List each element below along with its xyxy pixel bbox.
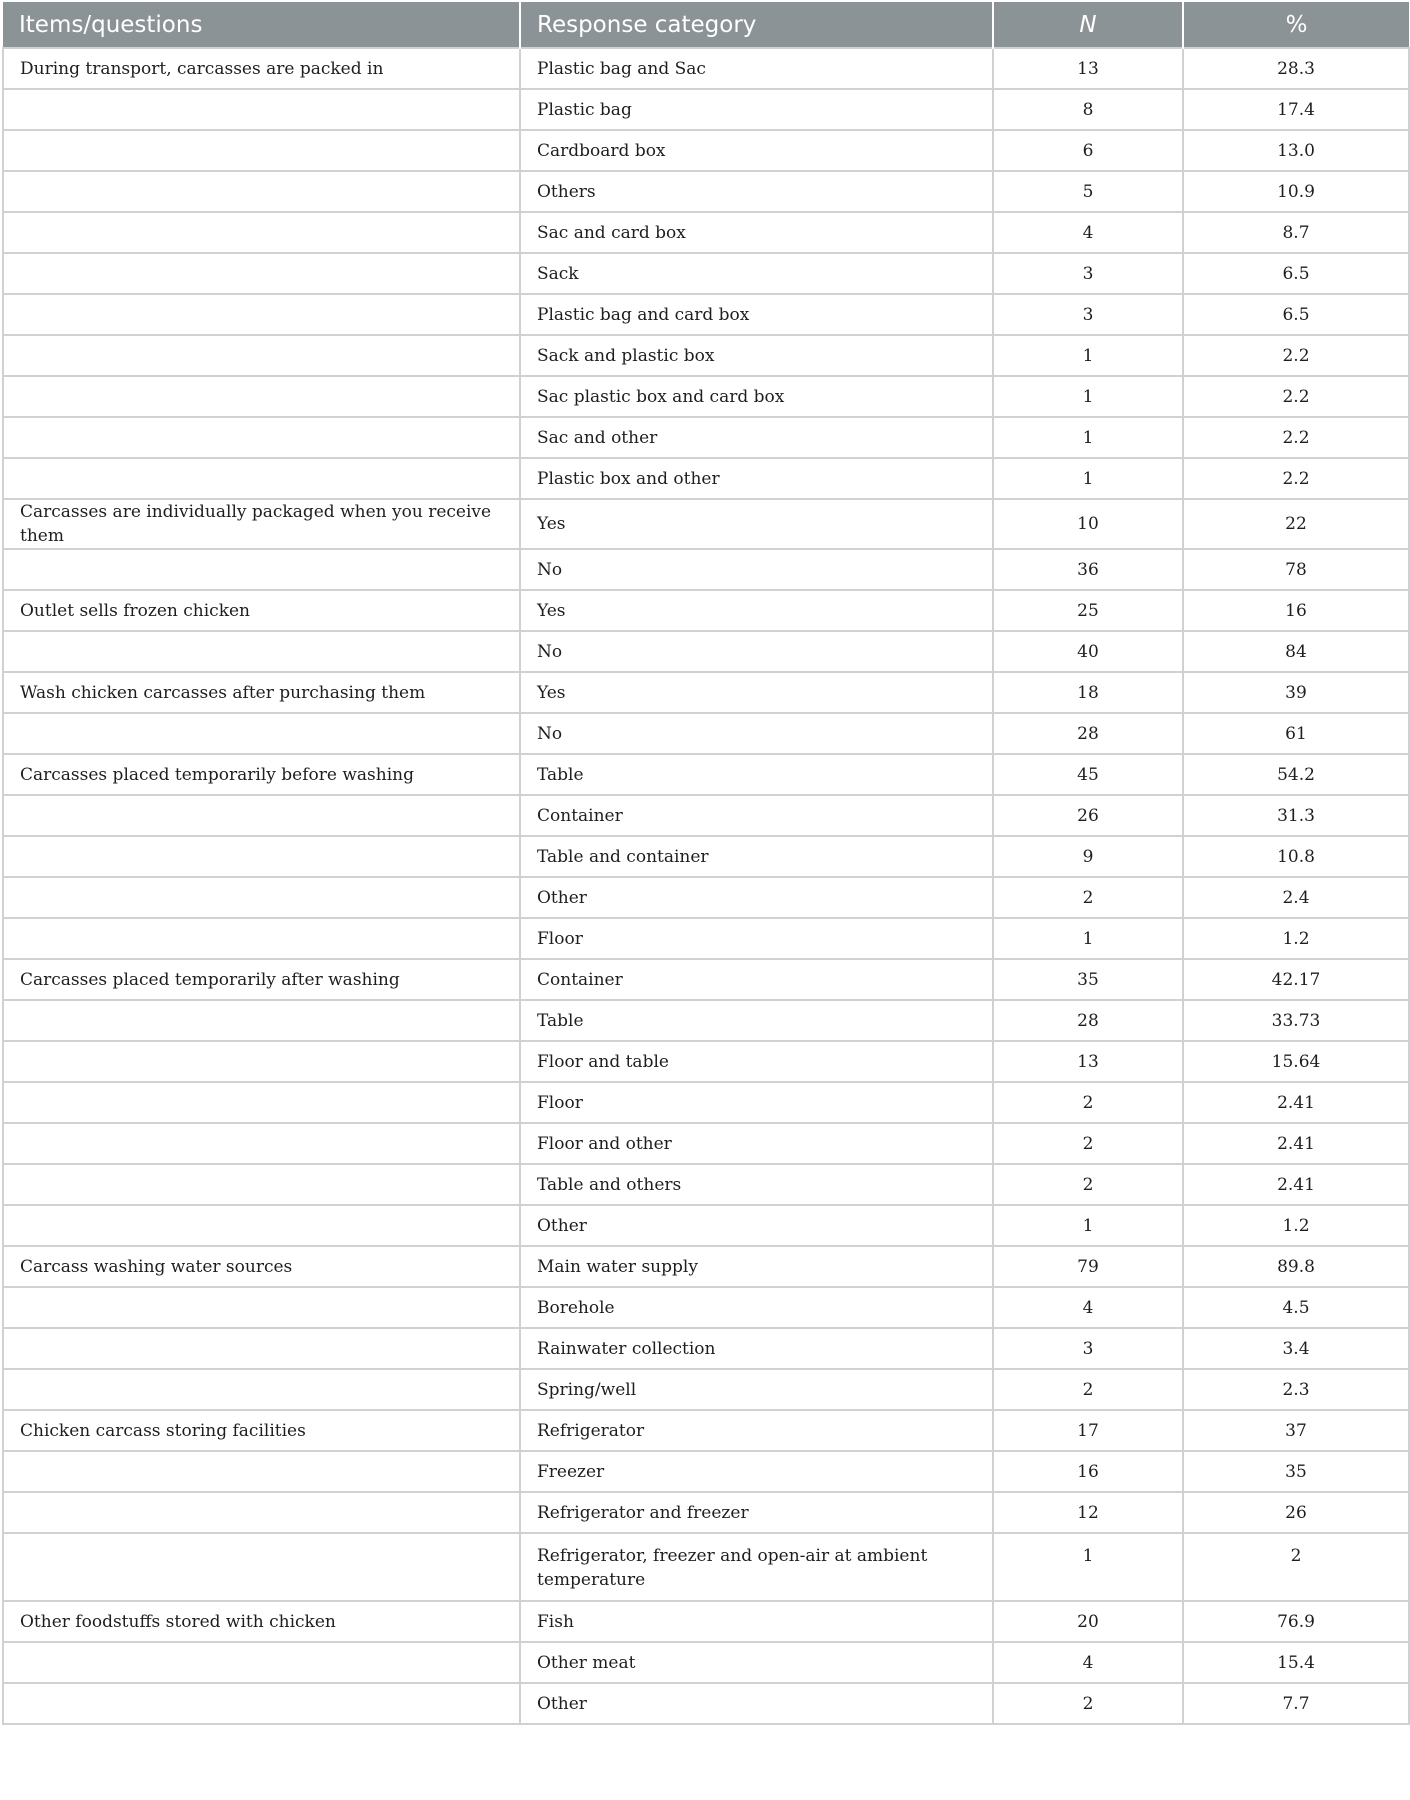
table-row xyxy=(3,1082,1409,1123)
table-row xyxy=(3,294,1409,335)
table-row xyxy=(3,1533,1409,1601)
table-row xyxy=(3,499,1409,549)
item-cell xyxy=(3,1164,520,1205)
table-header xyxy=(3,2,1409,48)
n-cell: 25 xyxy=(993,590,1183,631)
percent-cell: 10.8 xyxy=(1183,836,1409,877)
n-cell: 1 xyxy=(993,918,1183,959)
category-cell: Main water supply xyxy=(520,1246,993,1287)
percent-cell: 54.2 xyxy=(1183,754,1409,795)
item-cell xyxy=(3,713,520,754)
category-cell: Refrigerator xyxy=(520,1410,993,1451)
table-row xyxy=(3,1410,1409,1451)
table-row xyxy=(3,1164,1409,1205)
n-cell: 13 xyxy=(993,48,1183,89)
percent-cell: 28.3 xyxy=(1183,48,1409,89)
category-cell: Sac and other xyxy=(520,417,993,458)
n-cell: 2 xyxy=(993,1123,1183,1164)
percent-cell: 84 xyxy=(1183,631,1409,672)
table-row xyxy=(3,89,1409,130)
item-cell xyxy=(3,130,520,171)
n-cell: 2 xyxy=(993,1164,1183,1205)
item-cell xyxy=(3,1041,520,1082)
category-cell: Floor and table xyxy=(520,1041,993,1082)
category-cell: Spring/well xyxy=(520,1369,993,1410)
item-cell xyxy=(3,458,520,499)
n-cell: 20 xyxy=(993,1601,1183,1642)
percent-cell: 89.8 xyxy=(1183,1246,1409,1287)
n-cell: 9 xyxy=(993,836,1183,877)
header-items-questions: Items/questions xyxy=(3,2,520,48)
percent-cell: 7.7 xyxy=(1183,1683,1409,1724)
table-row xyxy=(3,877,1409,918)
n-cell: 16 xyxy=(993,1451,1183,1492)
percent-cell: 37 xyxy=(1183,1410,1409,1451)
n-cell: 26 xyxy=(993,795,1183,836)
table-row xyxy=(3,549,1409,590)
n-cell: 45 xyxy=(993,754,1183,795)
category-cell: Floor xyxy=(520,918,993,959)
table-row xyxy=(3,590,1409,631)
n-cell: 8 xyxy=(993,89,1183,130)
item-cell xyxy=(3,253,520,294)
percent-cell: 17.4 xyxy=(1183,89,1409,130)
percent-cell: 16 xyxy=(1183,590,1409,631)
percent-cell: 2.41 xyxy=(1183,1164,1409,1205)
n-cell: 17 xyxy=(993,1410,1183,1451)
category-cell: Yes xyxy=(520,590,993,631)
item-cell xyxy=(3,376,520,417)
category-cell: Borehole xyxy=(520,1287,993,1328)
percent-cell: 1.2 xyxy=(1183,1205,1409,1246)
category-cell: Table and others xyxy=(520,1164,993,1205)
table-row xyxy=(3,335,1409,376)
table-row xyxy=(3,1246,1409,1287)
n-cell: 1 xyxy=(993,376,1183,417)
category-cell: Sac plastic box and card box xyxy=(520,376,993,417)
n-cell: 18 xyxy=(993,672,1183,713)
n-cell: 10 xyxy=(993,499,1183,549)
percent-cell: 2.2 xyxy=(1183,376,1409,417)
percent-cell: 2.41 xyxy=(1183,1082,1409,1123)
table-row xyxy=(3,1328,1409,1369)
n-cell: 2 xyxy=(993,1683,1183,1724)
category-cell: Yes xyxy=(520,672,993,713)
category-cell: Refrigerator, freezer and open-air at ambient temperature xyxy=(520,1533,993,1601)
n-cell: 13 xyxy=(993,1041,1183,1082)
category-cell: Yes xyxy=(520,499,993,549)
n-cell: 79 xyxy=(993,1246,1183,1287)
item-cell xyxy=(3,89,520,130)
category-cell: Sack xyxy=(520,253,993,294)
n-cell: 2 xyxy=(993,1369,1183,1410)
category-cell: No xyxy=(520,631,993,672)
percent-cell: 15.4 xyxy=(1183,1642,1409,1683)
item-cell xyxy=(3,795,520,836)
category-cell: Table xyxy=(520,1000,993,1041)
category-cell: Container xyxy=(520,795,993,836)
table-row xyxy=(3,1492,1409,1533)
n-cell: 6 xyxy=(993,130,1183,171)
table-row xyxy=(3,376,1409,417)
table-row xyxy=(3,212,1409,253)
item-cell xyxy=(3,1000,520,1041)
table-row xyxy=(3,171,1409,212)
survey-table xyxy=(2,2,1410,1725)
percent-cell: 78 xyxy=(1183,549,1409,590)
n-cell: 28 xyxy=(993,1000,1183,1041)
category-cell: Container xyxy=(520,959,993,1000)
category-cell: No xyxy=(520,549,993,590)
item-cell: Carcass washing water sources xyxy=(3,1246,520,1287)
table-row xyxy=(3,1642,1409,1683)
percent-cell: 13.0 xyxy=(1183,130,1409,171)
category-cell: Table and container xyxy=(520,836,993,877)
category-cell: Sac and card box xyxy=(520,212,993,253)
item-cell: Wash chicken carcasses after purchasing them xyxy=(3,672,520,713)
table-row xyxy=(3,1123,1409,1164)
n-cell: 3 xyxy=(993,294,1183,335)
n-cell: 12 xyxy=(993,1492,1183,1533)
category-cell: Plastic bag and Sac xyxy=(520,48,993,89)
item-cell xyxy=(3,1642,520,1683)
item-cell xyxy=(3,1328,520,1369)
percent-cell: 31.3 xyxy=(1183,795,1409,836)
category-cell: Other xyxy=(520,1205,993,1246)
n-cell: 1 xyxy=(993,1205,1183,1246)
table-row xyxy=(3,48,1409,89)
table-body xyxy=(3,48,1409,1724)
table-row xyxy=(3,1205,1409,1246)
table-row xyxy=(3,836,1409,877)
category-cell: Rainwater collection xyxy=(520,1328,993,1369)
item-cell xyxy=(3,549,520,590)
category-cell: Others xyxy=(520,171,993,212)
item-cell xyxy=(3,294,520,335)
category-cell: Refrigerator and freezer xyxy=(520,1492,993,1533)
percent-cell: 10.9 xyxy=(1183,171,1409,212)
n-cell: 2 xyxy=(993,877,1183,918)
item-cell xyxy=(3,836,520,877)
table-row xyxy=(3,672,1409,713)
category-cell: No xyxy=(520,713,993,754)
item-cell: Outlet sells frozen chicken xyxy=(3,590,520,631)
percent-cell: 39 xyxy=(1183,672,1409,713)
percent-cell: 2.2 xyxy=(1183,458,1409,499)
item-cell xyxy=(3,335,520,376)
item-cell: During transport, carcasses are packed in xyxy=(3,48,520,89)
n-cell: 1 xyxy=(993,458,1183,499)
percent-cell: 4.5 xyxy=(1183,1287,1409,1328)
item-cell xyxy=(3,1683,520,1724)
percent-cell: 6.5 xyxy=(1183,294,1409,335)
table-row xyxy=(3,253,1409,294)
header-response-category: Response category xyxy=(520,2,993,48)
category-cell: Sack and plastic box xyxy=(520,335,993,376)
item-cell xyxy=(3,1369,520,1410)
n-cell: 4 xyxy=(993,1287,1183,1328)
item-cell: Carcasses placed temporarily before washing xyxy=(3,754,520,795)
table-row xyxy=(3,959,1409,1000)
item-cell xyxy=(3,918,520,959)
table-row xyxy=(3,1000,1409,1041)
n-cell: 1 xyxy=(993,335,1183,376)
item-cell xyxy=(3,1451,520,1492)
percent-cell: 6.5 xyxy=(1183,253,1409,294)
category-cell: Floor and other xyxy=(520,1123,993,1164)
item-cell xyxy=(3,1205,520,1246)
item-cell xyxy=(3,212,520,253)
percent-cell: 26 xyxy=(1183,1492,1409,1533)
table-row xyxy=(3,417,1409,458)
percent-cell: 42.17 xyxy=(1183,959,1409,1000)
item-cell xyxy=(3,1533,520,1601)
table-row xyxy=(3,795,1409,836)
table-row xyxy=(3,130,1409,171)
percent-cell: 33.73 xyxy=(1183,1000,1409,1041)
table-row xyxy=(3,458,1409,499)
category-cell: Table xyxy=(520,754,993,795)
n-cell: 1 xyxy=(993,1533,1183,1601)
percent-cell: 22 xyxy=(1183,499,1409,549)
n-cell: 3 xyxy=(993,1328,1183,1369)
category-cell: Floor xyxy=(520,1082,993,1123)
percent-cell: 3.4 xyxy=(1183,1328,1409,1369)
category-cell: Freezer xyxy=(520,1451,993,1492)
n-cell: 36 xyxy=(993,549,1183,590)
table-row xyxy=(3,1287,1409,1328)
n-cell: 3 xyxy=(993,253,1183,294)
percent-cell: 76.9 xyxy=(1183,1601,1409,1642)
n-cell: 28 xyxy=(993,713,1183,754)
percent-cell: 2.41 xyxy=(1183,1123,1409,1164)
n-cell: 40 xyxy=(993,631,1183,672)
table-row xyxy=(3,713,1409,754)
n-cell: 4 xyxy=(993,1642,1183,1683)
category-cell: Plastic bag and card box xyxy=(520,294,993,335)
table-row xyxy=(3,1683,1409,1724)
percent-cell: 2.2 xyxy=(1183,417,1409,458)
item-cell xyxy=(3,877,520,918)
category-cell: Plastic box and other xyxy=(520,458,993,499)
item-cell xyxy=(3,417,520,458)
item-cell: Carcasses placed temporarily after washing xyxy=(3,959,520,1000)
percent-cell: 1.2 xyxy=(1183,918,1409,959)
table-row xyxy=(3,1369,1409,1410)
category-cell: Plastic bag xyxy=(520,89,993,130)
n-cell: 1 xyxy=(993,417,1183,458)
category-cell: Other xyxy=(520,877,993,918)
n-cell: 35 xyxy=(993,959,1183,1000)
n-cell: 5 xyxy=(993,171,1183,212)
item-cell xyxy=(3,1287,520,1328)
n-cell: 2 xyxy=(993,1082,1183,1123)
item-cell: Other foodstuffs stored with chicken xyxy=(3,1601,520,1642)
item-cell xyxy=(3,1123,520,1164)
percent-cell: 61 xyxy=(1183,713,1409,754)
percent-cell: 8.7 xyxy=(1183,212,1409,253)
table-row xyxy=(3,754,1409,795)
table-row xyxy=(3,631,1409,672)
percent-cell: 2.3 xyxy=(1183,1369,1409,1410)
category-cell: Other meat xyxy=(520,1642,993,1683)
header-n: N xyxy=(993,2,1183,48)
header-percent: % xyxy=(1183,2,1409,48)
category-cell: Fish xyxy=(520,1601,993,1642)
item-cell xyxy=(3,1082,520,1123)
category-cell: Other xyxy=(520,1683,993,1724)
percent-cell: 2.4 xyxy=(1183,877,1409,918)
percent-cell: 35 xyxy=(1183,1451,1409,1492)
percent-cell: 2.2 xyxy=(1183,335,1409,376)
percent-cell: 2 xyxy=(1183,1533,1409,1601)
percent-cell: 15.64 xyxy=(1183,1041,1409,1082)
table-row xyxy=(3,1041,1409,1082)
header-row xyxy=(3,2,1409,48)
item-cell: Chicken carcass storing facilities xyxy=(3,1410,520,1451)
table-row xyxy=(3,1451,1409,1492)
category-cell: Cardboard box xyxy=(520,130,993,171)
n-cell: 4 xyxy=(993,212,1183,253)
item-cell xyxy=(3,1492,520,1533)
item-cell: Carcasses are individually packaged when you receive them xyxy=(3,499,520,549)
table-row xyxy=(3,918,1409,959)
item-cell xyxy=(3,171,520,212)
table-row xyxy=(3,1601,1409,1642)
item-cell xyxy=(3,631,520,672)
